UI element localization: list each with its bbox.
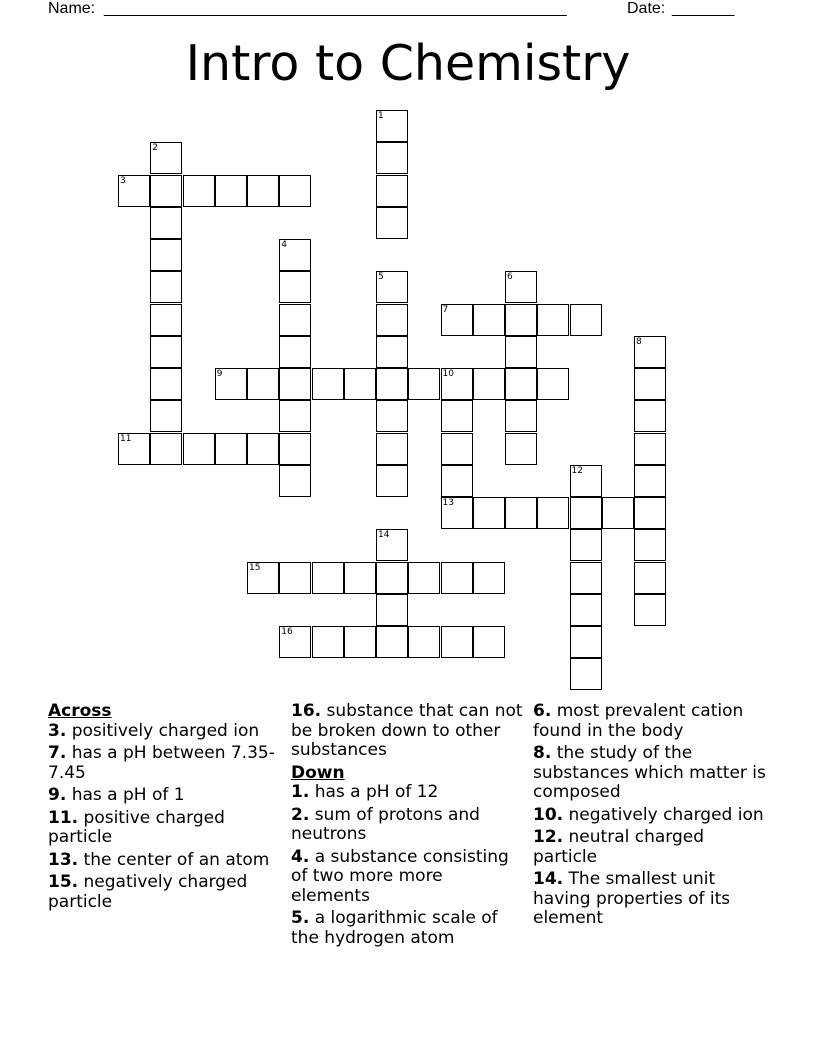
grid-cell[interactable] <box>441 304 473 336</box>
grid-cell[interactable] <box>634 529 666 561</box>
clue-number: 3 <box>120 175 126 186</box>
grid-cell[interactable] <box>570 594 602 626</box>
grid-cell[interactable] <box>279 239 311 271</box>
grid-cell[interactable] <box>279 304 311 336</box>
down-clue <box>291 848 526 907</box>
grid-cell[interactable] <box>150 142 182 174</box>
date-field[interactable]: _______ <box>672 0 735 17</box>
grid-cell[interactable] <box>537 497 569 529</box>
clue-number: 14. <box>533 869 564 889</box>
grid-cell[interactable] <box>312 562 344 594</box>
clue-number: 1. <box>291 782 310 802</box>
name-label: Name: <box>48 0 96 17</box>
grid-cell[interactable] <box>376 562 408 594</box>
clue-text: a substance consisting of two more more elements <box>291 846 509 906</box>
clue-text: neutral charged particle <box>533 827 705 867</box>
down-clue <box>533 828 768 867</box>
grid-cell[interactable] <box>344 368 376 400</box>
clue-text: The smallest unit having properties of its element <box>533 869 731 928</box>
grid-cell[interactable] <box>441 562 473 594</box>
clue-number: 14 <box>378 530 390 541</box>
grid-cell[interactable] <box>634 433 666 465</box>
grid-cell[interactable] <box>570 626 602 658</box>
grid-cell[interactable] <box>247 175 279 207</box>
grid-cell[interactable] <box>118 433 150 465</box>
grid-cell[interactable] <box>150 336 182 368</box>
clue-number: 15. <box>48 872 79 892</box>
grid-cell[interactable] <box>505 271 537 303</box>
across-clue <box>291 702 526 761</box>
grid-cell[interactable] <box>150 304 182 336</box>
grid-cell[interactable] <box>279 175 311 207</box>
clue-number: 8. <box>533 743 552 763</box>
grid-cell[interactable] <box>441 497 473 529</box>
grid-cell[interactable] <box>279 626 311 658</box>
across-clue <box>48 809 283 848</box>
clue-number: 6. <box>533 701 552 721</box>
grid-cell[interactable] <box>505 304 537 336</box>
grid-cell[interactable] <box>344 626 376 658</box>
across-clue-list-continued <box>291 702 526 761</box>
grid-cell[interactable] <box>279 368 311 400</box>
across-clue <box>48 851 283 871</box>
grid-cell[interactable] <box>441 400 473 432</box>
grid-cell[interactable] <box>376 368 408 400</box>
clue-text: negatively charged ion <box>563 804 764 825</box>
grid-cell[interactable] <box>279 465 311 497</box>
clue-number: 6 <box>507 272 513 283</box>
clue-text: positive charged particle <box>48 807 225 847</box>
clue-text: sum of protons and neutrons <box>291 804 480 844</box>
clue-text: substance that can not be broken down to other substances <box>291 701 523 760</box>
grid-cell[interactable] <box>408 626 440 658</box>
grid-cell[interactable] <box>376 207 408 239</box>
clue-text: most prevalent cation found in the body <box>533 701 744 741</box>
across-clue <box>48 873 283 912</box>
clue-number: 11 <box>120 433 132 444</box>
clue-text: negatively charged particle <box>48 872 248 912</box>
grid-cell[interactable] <box>376 110 408 142</box>
grid-cell[interactable] <box>215 433 247 465</box>
clue-number: 5 <box>378 272 384 283</box>
grid-cell[interactable] <box>376 175 408 207</box>
grid-cell[interactable] <box>247 562 279 594</box>
grid-cell[interactable] <box>279 562 311 594</box>
grid-cell[interactable] <box>473 626 505 658</box>
grid-cell[interactable] <box>312 626 344 658</box>
grid-cell[interactable] <box>279 433 311 465</box>
grid-cell[interactable] <box>473 497 505 529</box>
grid-cell[interactable] <box>505 433 537 465</box>
grid-cell[interactable] <box>570 497 602 529</box>
clue-text: has a pH of 12 <box>309 782 439 802</box>
grid-cell[interactable] <box>634 400 666 432</box>
grid-cell[interactable] <box>376 400 408 432</box>
grid-cell[interactable] <box>441 626 473 658</box>
grid-cell[interactable] <box>441 433 473 465</box>
clue-number: 3. <box>48 720 67 741</box>
across-heading: Across <box>48 701 112 721</box>
grid-cell[interactable] <box>505 336 537 368</box>
grid-cell[interactable] <box>634 336 666 368</box>
grid-cell[interactable] <box>634 465 666 497</box>
down-heading: Down <box>291 762 345 783</box>
clue-text: positively charged ion <box>66 720 260 741</box>
grid-cell[interactable] <box>634 562 666 594</box>
clues-column-1 <box>48 702 283 915</box>
down-clue-list-continued <box>533 702 768 929</box>
down-clue <box>291 909 526 948</box>
grid-cell[interactable] <box>247 433 279 465</box>
grid-cell[interactable] <box>570 304 602 336</box>
grid-cell[interactable] <box>376 433 408 465</box>
clue-number: 4 <box>281 240 287 250</box>
grid-cell[interactable] <box>376 142 408 174</box>
grid-cell[interactable] <box>634 368 666 400</box>
grid-cell[interactable] <box>279 336 311 368</box>
clue-number: 12. <box>533 827 564 847</box>
down-clue <box>533 702 768 741</box>
clue-number: 8 <box>636 336 642 347</box>
grid-cell[interactable] <box>150 207 182 239</box>
across-clue <box>48 722 283 742</box>
clue-number: 13. <box>48 849 79 870</box>
down-clue <box>291 806 526 845</box>
clue-text: the center of an atom <box>78 849 270 870</box>
grid-cell[interactable] <box>215 368 247 400</box>
grid-cell[interactable] <box>376 594 408 626</box>
down-clue <box>533 744 768 803</box>
across-clue <box>48 786 283 806</box>
clue-number: 2 <box>152 143 158 154</box>
clue-number: 13 <box>442 498 454 508</box>
grid-cell[interactable] <box>505 368 537 400</box>
grid-cell[interactable] <box>537 368 569 400</box>
clue-number: 5. <box>291 908 310 928</box>
across-clue-list <box>48 722 283 913</box>
grid-cell[interactable] <box>376 465 408 497</box>
grid-cell[interactable] <box>150 368 182 400</box>
name-field[interactable]: ____________________________________________________ <box>104 0 567 17</box>
clue-number: 7. <box>48 743 67 763</box>
grid-cell[interactable] <box>537 304 569 336</box>
clue-number: 16. <box>291 701 322 721</box>
clue-number: 10. <box>533 804 564 825</box>
grid-cell[interactable] <box>344 562 376 594</box>
grid-cell[interactable] <box>118 175 150 207</box>
clue-text: has a pH of 1 <box>66 785 185 805</box>
grid-cell[interactable] <box>150 400 182 432</box>
grid-cell[interactable] <box>473 304 505 336</box>
down-clue <box>533 806 768 826</box>
grid-cell[interactable] <box>376 336 408 368</box>
clue-number: 2. <box>291 804 310 825</box>
grid-cell[interactable] <box>505 400 537 432</box>
grid-cell[interactable] <box>150 433 182 465</box>
grid-cell[interactable] <box>279 400 311 432</box>
grid-cell[interactable] <box>247 368 279 400</box>
grid-cell[interactable] <box>150 239 182 271</box>
clue-number: 7 <box>442 304 449 315</box>
clue-number: 9. <box>48 785 67 805</box>
grid-cell[interactable] <box>505 497 537 529</box>
clue-number: 15 <box>249 562 261 573</box>
clue-text: the study of the substances which matter is composed <box>533 743 766 802</box>
date-label: Date: <box>627 0 666 17</box>
clue-number: 16 <box>281 627 293 637</box>
clue-text: has a pH between 7.35-7.45 <box>48 743 275 783</box>
page-title: Intro to Chemistry <box>185 35 631 92</box>
grid-cell[interactable] <box>376 304 408 336</box>
grid-cell[interactable] <box>634 594 666 626</box>
grid-cell[interactable] <box>634 497 666 529</box>
grid-cell[interactable] <box>441 465 473 497</box>
grid-cell[interactable] <box>376 271 408 303</box>
grid-cell[interactable] <box>408 368 440 400</box>
grid-cell[interactable] <box>183 433 215 465</box>
grid-cell[interactable] <box>150 175 182 207</box>
clue-number: 10 <box>442 369 454 379</box>
grid-cell[interactable] <box>570 529 602 561</box>
clue-number: 1 <box>378 111 384 121</box>
grid-cell[interactable] <box>570 562 602 594</box>
clue-text: a logarithmic scale of the hydrogen atom <box>291 908 498 948</box>
grid-cell[interactable] <box>183 175 215 207</box>
down-clue <box>533 870 768 929</box>
grid-cell[interactable] <box>376 529 408 561</box>
across-clue <box>48 744 283 783</box>
clues-column-3 <box>533 702 768 932</box>
grid-cell[interactable] <box>441 368 473 400</box>
grid-cell[interactable] <box>215 175 247 207</box>
clue-number: 4. <box>291 846 310 867</box>
down-clue-list <box>291 783 526 948</box>
grid-cell[interactable] <box>312 368 344 400</box>
grid-cell[interactable] <box>473 368 505 400</box>
grid-cell[interactable] <box>602 497 634 529</box>
grid-cell[interactable] <box>279 271 311 303</box>
grid-cell[interactable] <box>473 562 505 594</box>
clue-number: 12 <box>571 465 583 476</box>
clue-number: 11. <box>48 807 79 828</box>
grid-cell[interactable] <box>570 465 602 497</box>
clue-number: 9 <box>216 369 223 379</box>
grid-cell[interactable] <box>376 626 408 658</box>
grid-cell[interactable] <box>570 658 602 690</box>
grid-cell[interactable] <box>150 271 182 303</box>
grid-cell[interactable] <box>408 562 440 594</box>
down-clue <box>291 783 526 803</box>
clues-column-2 <box>291 702 526 951</box>
